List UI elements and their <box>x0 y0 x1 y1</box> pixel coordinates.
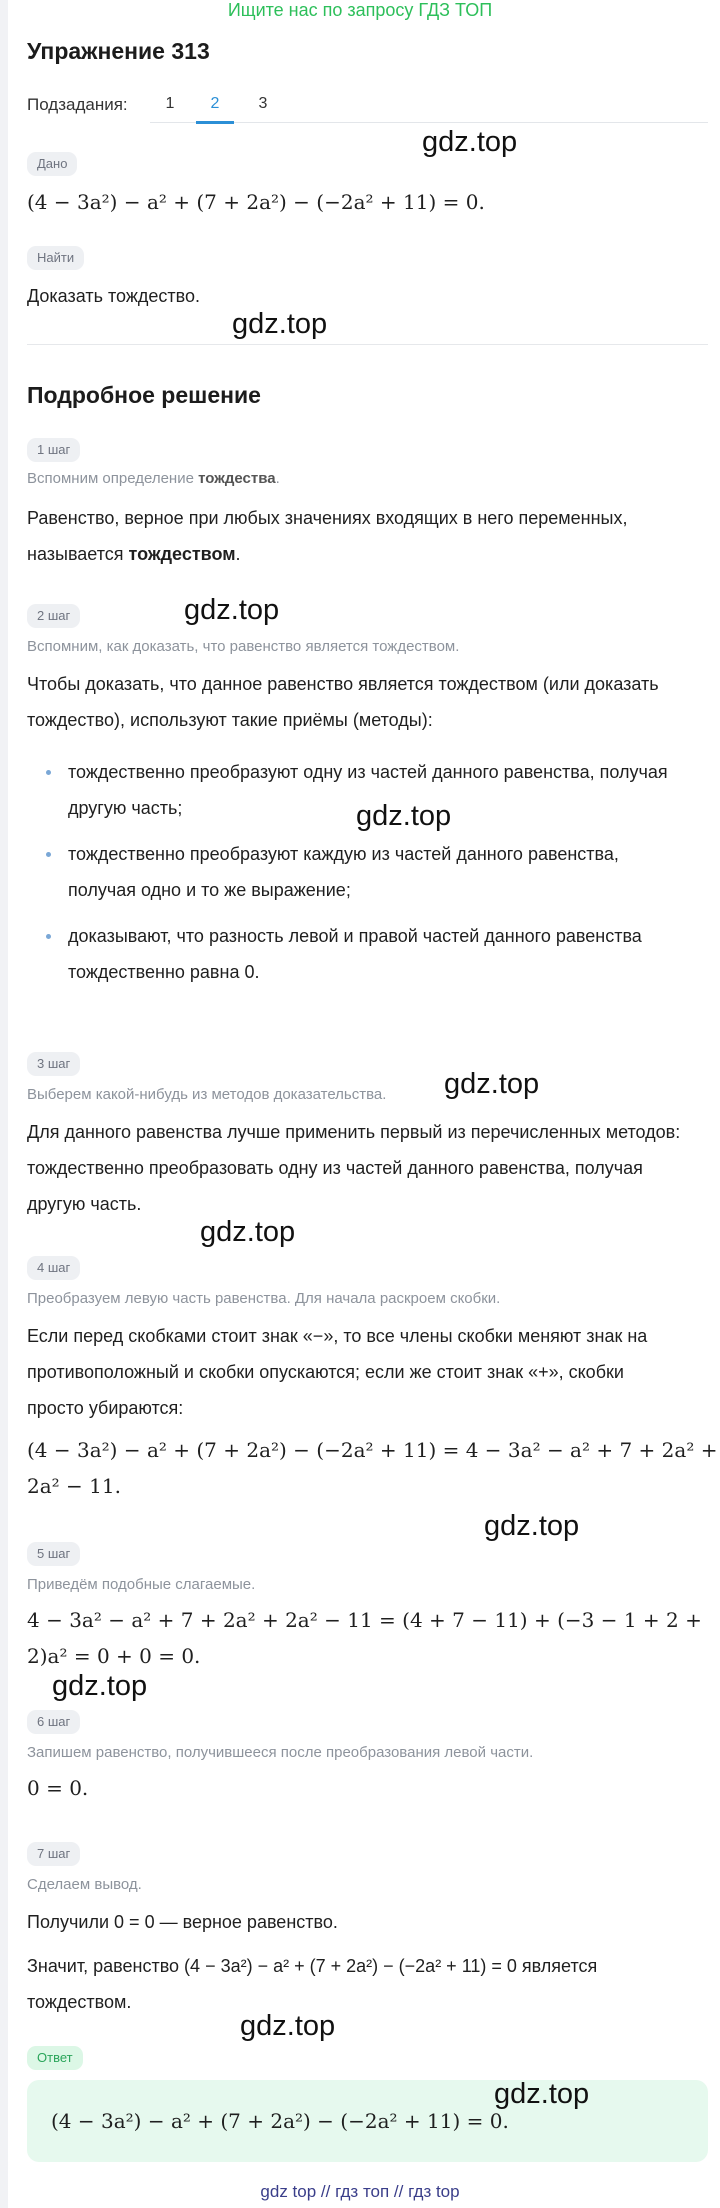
left-edge-bar <box>0 0 8 2208</box>
step-5-math-2: 2)a² = 0 + 0 = 0. <box>27 1644 201 1668</box>
step-4-math-1: (4 − 3a²) − a² + (7 + 2a²) − (−2a² + 11) = 4 − 3a² − a² + 7 + 2a² + <box>27 1438 718 1462</box>
step-3-badge: 3 шаг <box>27 1052 80 1076</box>
watermark: gdz.top <box>200 1216 296 1248</box>
given-equation: (4 − 3a²) − a² + (7 + 2a²) − (−2a² + 11) = 0. <box>27 190 485 214</box>
step-1-line-2: называется тождеством. <box>27 544 241 564</box>
subtask-tab-1[interactable]: 1 <box>165 95 175 112</box>
step-2-badge: 2 шаг <box>27 604 80 628</box>
active-tab-indicator <box>196 121 234 124</box>
step-4-math-2: 2a² − 11. <box>27 1474 121 1498</box>
exercise-title: Упражнение 313 <box>27 38 210 64</box>
step-4-badge: 4 шаг <box>27 1256 80 1280</box>
step-1-hint: Вспомним определение тождества. <box>27 470 280 487</box>
subtasks-label: Подзадания: <box>27 95 128 114</box>
footer-links[interactable]: gdz top // гдз топ // гдз top <box>260 2182 460 2201</box>
watermark: gdz.top <box>240 2010 336 2042</box>
answer-box <box>27 2080 708 2162</box>
step-7-line-2: Значит, равенство (4 − 3a²) − a² + (7 + 2a²) − (−2a² + 11) = 0 является <box>27 1956 598 1976</box>
watermark: gdz.top <box>484 1510 580 1542</box>
step-5-hint: Приведём подобные слагаемые. <box>27 1576 256 1593</box>
step-7-badge: 7 шаг <box>27 1842 80 1866</box>
list-item: доказывают, что разность левой и правой частей данного равенства тождественно равна 0. <box>27 918 707 990</box>
step-4-line-2: противоположный и скобки опускаются; если же стоит знак «+», скобки <box>27 1362 624 1382</box>
bullet-dot-icon <box>46 934 51 939</box>
step-6-badge: 6 шаг <box>27 1710 80 1734</box>
find-text: Доказать тождество. <box>27 286 200 306</box>
step-7-line-3: тождеством. <box>27 1992 132 2012</box>
promo-banner[interactable]: Ищите нас по запросу ГДЗ ТОП <box>227 0 493 20</box>
step-3-hint: Выберем какой-нибудь из методов доказательства. <box>27 1086 387 1103</box>
step-7-hint: Сделаем вывод. <box>27 1876 142 1893</box>
step-4-line-3: просто убираются: <box>27 1398 184 1418</box>
step-3-line-2: тождественно преобразовать одну из частей данного равенства, получая <box>27 1158 643 1178</box>
step-3-line-1: Для данного равенства лучше применить первый из перечисленных методов: <box>27 1122 681 1142</box>
step-5-badge: 5 шаг <box>27 1542 80 1566</box>
step-2-hint: Вспомним, как доказать, что равенство является тождеством. <box>27 638 460 655</box>
subtask-tab-3[interactable]: 3 <box>258 95 268 112</box>
watermark: gdz.top <box>356 800 452 832</box>
list-item: тождественно преобразуют одну из частей данного равенства, получая другую часть; <box>27 754 707 826</box>
methods-list <box>27 754 707 990</box>
solution-title: Подробное решение <box>27 382 261 408</box>
step-1-line-1: Равенство, верное при любых значениях входящих в него переменных, <box>27 508 628 528</box>
bullet-dot-icon <box>46 770 51 775</box>
watermark: gdz.top <box>444 1068 540 1100</box>
watermark: gdz.top <box>232 308 328 340</box>
watermark: gdz.top <box>52 1670 148 1702</box>
answer-equation: (4 − 3a²) − a² + (7 + 2a²) − (−2a² + 11) = 0. <box>51 2109 509 2133</box>
answer-badge: Ответ <box>27 2046 83 2070</box>
bullet-dot-icon <box>46 852 51 857</box>
step-4-hint: Преобразуем левую часть равенства. Для начала раскроем скобки. <box>27 1290 501 1307</box>
watermark: gdz.top <box>184 594 280 626</box>
watermark: gdz.top <box>422 126 518 158</box>
subtask-tab-2[interactable]: 2 <box>210 95 220 112</box>
given-badge: Дано <box>27 152 77 176</box>
step-2-line-1: Чтобы доказать, что данное равенство является тождеством (или доказать <box>27 674 659 694</box>
watermark: gdz.top <box>494 2078 590 2110</box>
step-5-math-1: 4 − 3a² − a² + 7 + 2a² + 2a² − 11 = (4 + 7 − 11) + (−3 − 1 + 2 + <box>27 1608 702 1632</box>
step-2-line-2: тождество), используют такие приёмы (методы): <box>27 710 433 730</box>
section-divider <box>27 344 708 345</box>
step-4-line-1: Если перед скобками стоит знак «−», то все члены скобки меняют знак на <box>27 1326 648 1346</box>
step-7-line-1: Получили 0 = 0 — верное равенство. <box>27 1912 338 1932</box>
step-6-hint: Запишем равенство, получившееся после преобразования левой части. <box>27 1744 534 1761</box>
step-1-badge: 1 шаг <box>27 438 80 462</box>
list-item: тождественно преобразуют каждую из частей данного равенства, получая одно и то же выражение; <box>27 836 707 908</box>
find-badge: Найти <box>27 246 84 270</box>
step-3-line-3: другую часть. <box>27 1194 142 1214</box>
step-6-math: 0 = 0. <box>27 1776 89 1800</box>
